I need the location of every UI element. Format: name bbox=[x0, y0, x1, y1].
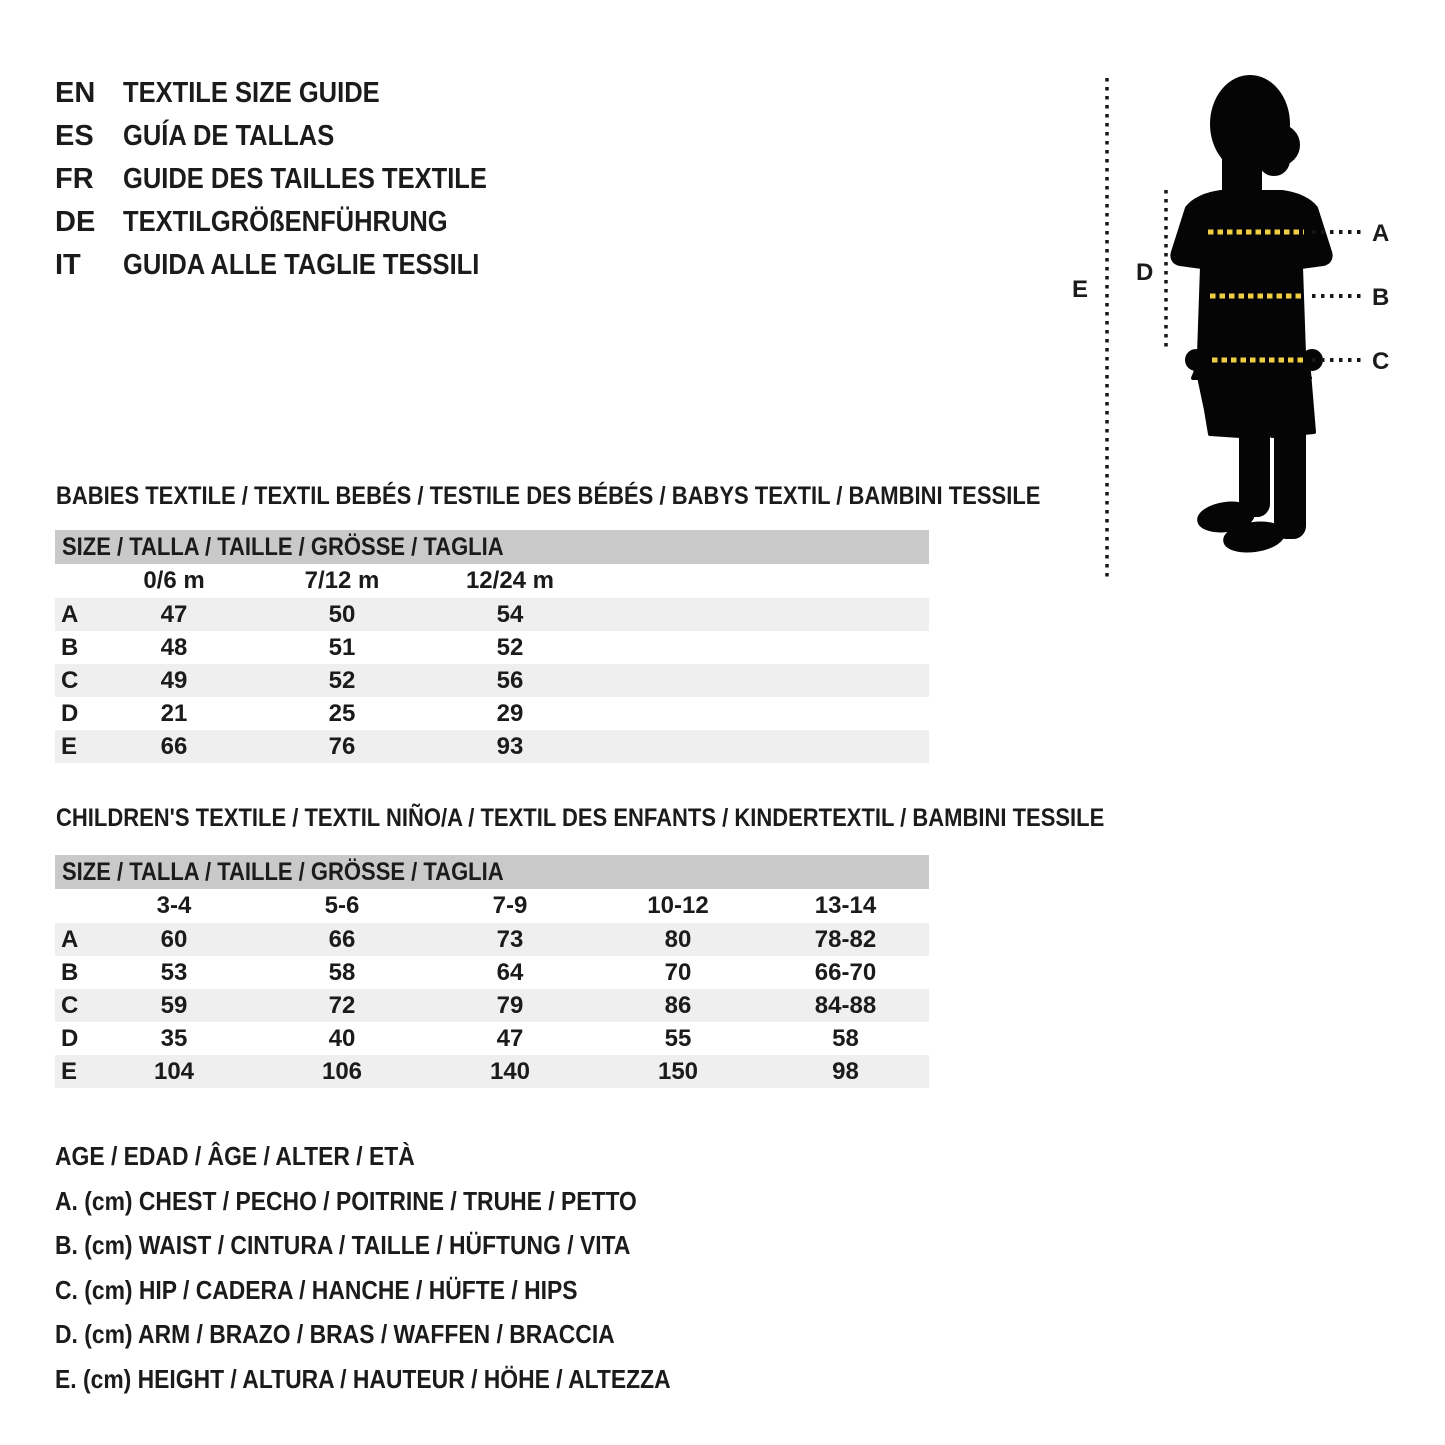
value: 58 bbox=[832, 1024, 859, 1052]
value: 93 bbox=[496, 732, 524, 760]
legend-height: E. (cm) HEIGHT / ALTURA / HAUTEUR / HÖHE / ALTEZZA bbox=[55, 1363, 671, 1394]
language-title: TEXTILE SIZE GUIDE bbox=[123, 77, 380, 109]
language-row-it bbox=[55, 244, 537, 287]
row-label: E bbox=[61, 732, 78, 760]
value: 78-82 bbox=[814, 925, 877, 953]
language-code: FR bbox=[55, 163, 94, 195]
table-row-b bbox=[55, 631, 929, 664]
children-size-table bbox=[55, 855, 929, 1088]
babies-size-table bbox=[55, 530, 929, 763]
value: 66-70 bbox=[814, 958, 877, 986]
value: 49 bbox=[160, 666, 188, 694]
value: 52 bbox=[328, 666, 356, 694]
language-row-de bbox=[55, 201, 537, 244]
value: 48 bbox=[160, 633, 188, 661]
size-header-bar bbox=[55, 855, 929, 889]
language-code: ES bbox=[55, 120, 94, 152]
language-title: TEXTILGRÖßENFÜHRUNG bbox=[123, 206, 448, 238]
measurement-legend bbox=[55, 1134, 755, 1401]
value: 80 bbox=[664, 925, 692, 953]
value: 66 bbox=[160, 732, 188, 760]
value: 29 bbox=[496, 699, 524, 727]
value: 51 bbox=[328, 633, 356, 661]
legend-hip: C. (cm) HIP / CADERA / HANCHE / HÜFTE / HIPS bbox=[55, 1274, 578, 1305]
label-a: A bbox=[1372, 220, 1390, 247]
babies-section-title: BABIES TEXTILE / TEXTIL BEBÉS / TESTILE DES BÉBÉS / BABYS TEXTIL / BAMBINI TESSILE bbox=[56, 482, 1041, 510]
value: 58 bbox=[328, 958, 356, 986]
value: 84-88 bbox=[814, 991, 877, 1019]
column-header: 7/12 m bbox=[304, 567, 380, 594]
value: 64 bbox=[496, 958, 524, 986]
table-row-c bbox=[55, 664, 929, 697]
column-header: 5-6 bbox=[324, 892, 360, 919]
value: 60 bbox=[160, 925, 188, 953]
value: 86 bbox=[664, 991, 692, 1019]
value: 73 bbox=[496, 925, 524, 953]
value: 150 bbox=[657, 1057, 699, 1085]
language-title: GUIDA ALLE TAGLIE TESSILI bbox=[123, 249, 480, 281]
table-row-e bbox=[55, 1055, 929, 1088]
table-row-c bbox=[55, 989, 929, 1022]
value: 35 bbox=[160, 1024, 188, 1052]
legend-waist: B. (cm) WAIST / CINTURA / TAILLE / HÜFTUNG / VITA bbox=[55, 1230, 631, 1260]
table-row-b bbox=[55, 956, 929, 989]
row-label: D bbox=[61, 1024, 79, 1052]
label-e: E bbox=[1072, 276, 1089, 303]
table-row-d bbox=[55, 1022, 929, 1055]
value: 59 bbox=[160, 991, 188, 1019]
value: 76 bbox=[328, 732, 356, 760]
label-d: D bbox=[1136, 259, 1154, 286]
column-header: 13-14 bbox=[814, 892, 877, 919]
value: 21 bbox=[160, 699, 188, 727]
column-header: 0/6 m bbox=[143, 567, 205, 594]
value: 70 bbox=[664, 958, 692, 986]
value: 47 bbox=[160, 600, 188, 628]
label-c: C bbox=[1372, 348, 1390, 375]
legend-chest: A. (cm) CHEST / PECHO / POITRINE / TRUHE / PETTO bbox=[55, 1185, 637, 1216]
language-title: GUÍA DE TALLAS bbox=[123, 120, 335, 152]
row-label: C bbox=[61, 666, 79, 694]
language-title: GUIDE DES TAILLES TEXTILE bbox=[123, 163, 487, 195]
column-header: 10-12 bbox=[647, 892, 709, 919]
table-row-d bbox=[55, 697, 929, 730]
row-label: A bbox=[61, 600, 79, 628]
language-code: IT bbox=[55, 249, 81, 281]
value: 50 bbox=[328, 600, 356, 628]
row-label: A bbox=[61, 925, 79, 953]
value: 98 bbox=[832, 1057, 859, 1085]
legend-age: AGE / EDAD / ÂGE / ALTER / ETÀ bbox=[55, 1141, 415, 1171]
language-code: DE bbox=[55, 206, 96, 238]
value: 104 bbox=[153, 1057, 195, 1085]
child-silhouette bbox=[1172, 77, 1330, 554]
value: 25 bbox=[328, 699, 356, 727]
language-title-list bbox=[55, 72, 537, 287]
value: 72 bbox=[328, 991, 356, 1019]
value: 40 bbox=[328, 1024, 356, 1052]
value: 56 bbox=[496, 666, 524, 694]
row-label: B bbox=[61, 633, 79, 661]
value: 53 bbox=[160, 958, 188, 986]
value: 55 bbox=[664, 1024, 692, 1052]
language-code: EN bbox=[55, 77, 96, 109]
language-row-es bbox=[55, 115, 537, 158]
column-header: 3-4 bbox=[156, 892, 192, 919]
size-header-bar bbox=[55, 530, 929, 564]
row-label: B bbox=[61, 958, 79, 986]
value: 106 bbox=[321, 1057, 363, 1085]
table-row-a bbox=[55, 598, 929, 631]
legend-arm: D. (cm) ARM / BRAZO / BRAS / WAFFEN / BRACCIA bbox=[55, 1319, 615, 1349]
value: 47 bbox=[496, 1024, 524, 1052]
value: 66 bbox=[328, 925, 356, 953]
table-row-e bbox=[55, 730, 929, 763]
column-header: 7-9 bbox=[492, 892, 528, 919]
size-header-label: SIZE / TALLA / TAILLE / GRÖSSE / TAGLIA bbox=[62, 532, 504, 561]
value: 79 bbox=[496, 991, 524, 1019]
table-row-a bbox=[55, 923, 929, 956]
babies-column-headers bbox=[55, 564, 929, 598]
column-header: 12/24 m bbox=[465, 567, 555, 594]
children-section-title: CHILDREN'S TEXTILE / TEXTIL NIÑO/A / TEXTIL DES ENFANTS / KINDERTEXTIL / BAMBINI TESSILE bbox=[56, 804, 1105, 832]
size-header-label: SIZE / TALLA / TAILLE / GRÖSSE / TAGLIA bbox=[62, 857, 504, 886]
row-label: D bbox=[61, 699, 79, 727]
label-b: B bbox=[1372, 284, 1390, 311]
language-row-en bbox=[55, 72, 537, 115]
value: 52 bbox=[496, 633, 524, 661]
children-column-headers bbox=[55, 889, 929, 923]
language-row-fr bbox=[55, 158, 537, 201]
value: 140 bbox=[489, 1057, 531, 1085]
row-label: E bbox=[61, 1057, 78, 1085]
row-label: C bbox=[61, 991, 79, 1019]
value: 54 bbox=[496, 600, 524, 628]
